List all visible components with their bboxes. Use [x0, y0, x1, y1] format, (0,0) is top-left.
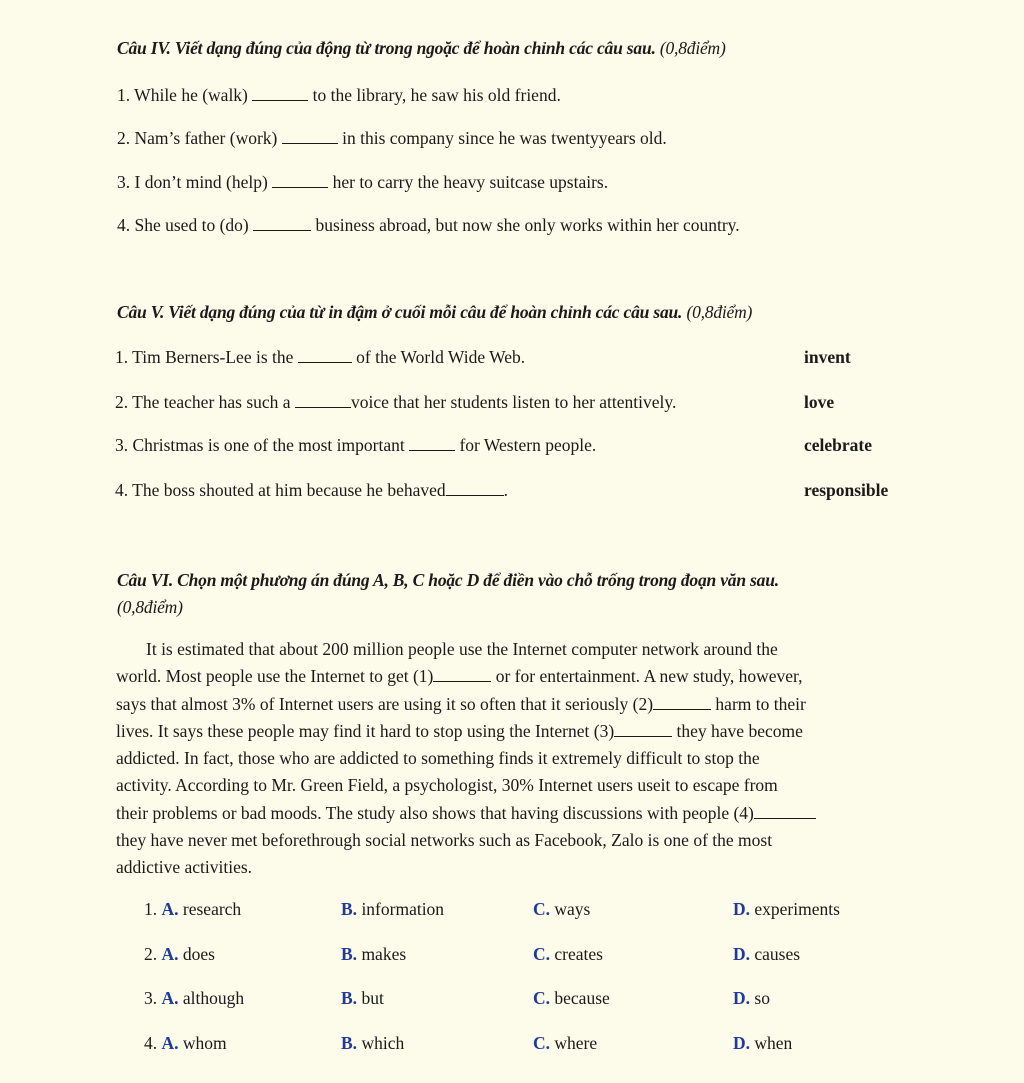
section-4-question-4: 4. She used to (do) business abroad, but now she only works within her country. — [117, 215, 740, 235]
passage-blank-4[interactable] — [754, 804, 816, 819]
section-5-question-1: 1. Tim Berners-Lee is the of the World Wide Web. — [115, 347, 526, 367]
passage-blank-2[interactable] — [653, 695, 711, 710]
passage-blank-1[interactable] — [433, 667, 491, 682]
answer-blank[interactable] — [409, 436, 455, 451]
option-a[interactable]: although — [182, 988, 245, 1008]
option-c[interactable]: C. creates — [533, 944, 603, 964]
option-letter-a: A. — [161, 899, 179, 919]
option-c[interactable]: C. where — [533, 1033, 598, 1053]
option-row-1: 1. A. research — [144, 899, 242, 919]
section-5-title: Câu V. Viết dạng đúng của từ in đậm ở cuối mỗi câu để hoàn chỉnh các câu sau. — [117, 302, 683, 322]
option-c[interactable]: C. because — [533, 988, 610, 1008]
option-d[interactable]: D. causes — [733, 944, 801, 964]
section-5-word-4: responsible — [804, 480, 889, 500]
reading-passage: It is estimated that about 200 million people use the Internet computer network around the world. Most people use the Internet to get (1) or for entertainment. A new study, however, says that almost 3% of Internet users are using it so often that it seriously (2) harm to their lives. It says these people may find it hard to stop using the Internet (3) they have become addicted. In fact, those who are addicted to something finds it extremely difficult to stop the activity. According to Mr. Green Field, a psychologist, 30% Internet users useit to escape from their problems or bad moods. The study also shows that having discussions with people (4) they have never met beforethrough social networks such as Facebook, Zalo is one of the most addictive activities. — [116, 636, 916, 882]
section-4-question-3: 3. I don’t mind (help) her to carry the heavy suitcase upstairs. — [117, 172, 609, 192]
section-5-question-4: 4. The boss shouted at him because he behaved . — [115, 480, 509, 500]
answer-blank[interactable] — [253, 216, 311, 231]
section-5-word-3: celebrate — [804, 435, 873, 455]
section-5-question-3: 3. Christmas is one of the most important for Western people. — [115, 435, 597, 455]
answer-blank[interactable] — [282, 129, 338, 144]
option-b[interactable]: B. which — [341, 1033, 405, 1053]
option-d[interactable]: D. experiments — [733, 899, 840, 919]
option-letter-a: A. — [161, 988, 179, 1008]
section-5-question-2: 2. The teacher has such a voice that her students listen to her attentively. — [115, 392, 677, 412]
option-row-4: 4. A. whom — [144, 1033, 227, 1053]
answer-blank[interactable] — [446, 481, 504, 496]
option-b[interactable]: B. but — [341, 988, 384, 1008]
answer-blank[interactable] — [272, 173, 328, 188]
answer-blank[interactable] — [252, 86, 308, 101]
answer-blank[interactable] — [295, 393, 351, 408]
option-c[interactable]: C. ways — [533, 899, 591, 919]
option-letter-a: A. — [161, 944, 179, 964]
option-row-2: 2. A. does — [144, 944, 215, 964]
option-a[interactable]: does — [182, 944, 215, 964]
section-4-question-2: 2. Nam’s father (work) in this company since he was twentyyears old. — [117, 128, 667, 148]
option-b[interactable]: B. information — [341, 899, 445, 919]
section-4-question-1: 1. While he (walk) to the library, he saw his old friend. — [117, 85, 561, 105]
option-a[interactable]: whom — [182, 1033, 227, 1053]
section-6-heading — [117, 567, 779, 621]
section-5-word-1: invent — [804, 347, 851, 367]
option-row-3: 3. A. although — [144, 988, 245, 1008]
section-6-points: (0,8điểm) — [117, 597, 183, 617]
section-5-heading — [117, 302, 752, 323]
option-a[interactable]: research — [182, 899, 242, 919]
option-b[interactable]: B. makes — [341, 944, 407, 964]
section-5-word-2: love — [804, 392, 835, 412]
section-4-heading — [117, 38, 726, 59]
passage-blank-3[interactable] — [614, 722, 672, 737]
section-4-points: (0,8điểm) — [659, 38, 726, 58]
section-4-title: Câu IV. Viết dạng đúng của động từ trong ngoặc để hoàn chỉnh các câu sau. — [117, 38, 656, 58]
section-5-points: (0,8điểm) — [686, 302, 753, 322]
section-6-title: Câu VI. Chọn một phương án đúng A, B, C hoặc D để điền vào chỗ trống trong đoạn văn sau. — [117, 570, 779, 590]
option-letter-a: A. — [161, 1033, 179, 1053]
answer-blank[interactable] — [298, 348, 352, 363]
option-d[interactable]: D. so — [733, 988, 770, 1008]
option-d[interactable]: D. when — [733, 1033, 793, 1053]
